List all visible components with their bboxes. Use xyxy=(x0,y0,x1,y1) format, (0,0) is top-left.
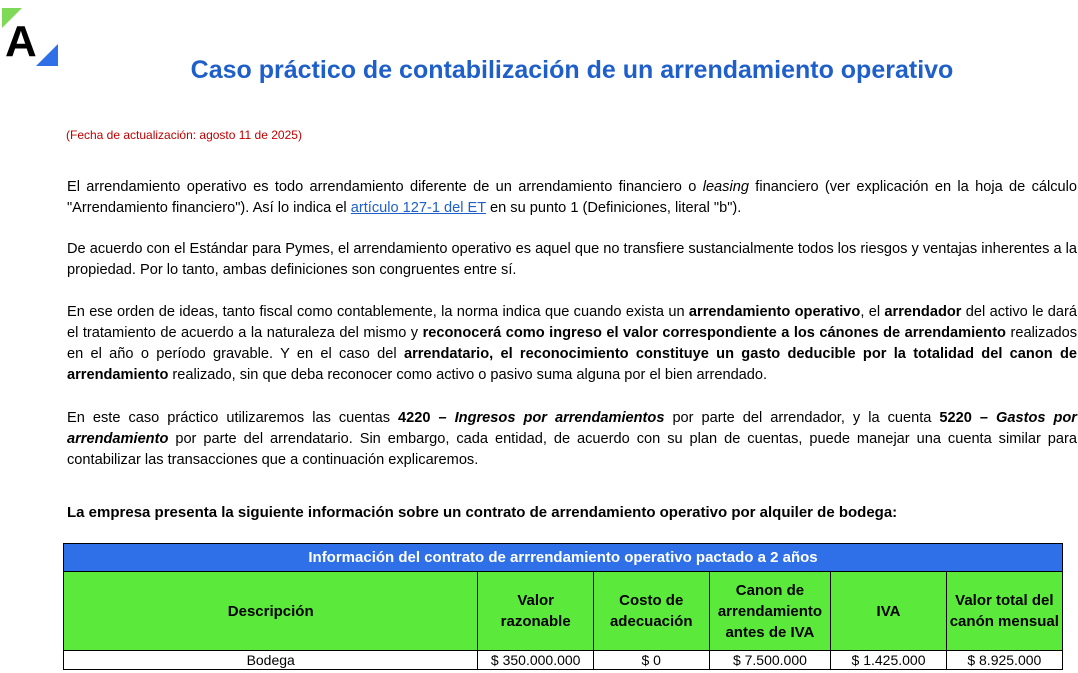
cell-total: $ 8.925.000 xyxy=(946,651,1062,670)
cell-valor-razonable: $ 350.000.000 xyxy=(478,651,594,670)
cell-descripcion: Bodega xyxy=(64,651,478,670)
paragraph-treatment: En ese orden de ideas, tanto fiscal como contablemente, la norma indica que cuando exista un arrendamiento operativo, el arrendador del activo le dará el tratamiento de acuerdo a la naturaleza del mismo y reconocerá como ingreso el valor correspondiente a los cánones de arrendamiento realizados en el año o período gravable. Y en el caso del arrendatario, el reconocimiento constituye un gasto deducible por la totalidad del canon de arrendamiento realizado, sin que deba reconocer como activo o pasivo suma alguna por el bien arrendado. xyxy=(67,304,1077,383)
header-canon: Canon de arrendamiento antes de IVA xyxy=(709,572,831,651)
cell-iva: $ 1.425.000 xyxy=(831,651,946,670)
article-127-1-link[interactable]: artículo 127-1 del ET xyxy=(350,200,486,216)
brand-logo xyxy=(2,8,58,68)
contract-intro: La empresa presenta la siguiente información sobre un contrato de arrendamiento operativo por alquiler de bodega: xyxy=(67,504,898,521)
header-total: Valor total del canón mensual xyxy=(946,572,1062,651)
table-title: Información del contrato de arrrendamiento operativo pactado a 2 años xyxy=(64,544,1063,572)
page-title: Caso práctico de contabilización de un arrendamiento operativo xyxy=(190,56,954,84)
paragraph-accounts: En este caso práctico utilizaremos las cuentas 4220 – Ingresos por arrendamientos por parte del arrendador, y la cuenta 5220 – Gastos por arrendamiento por parte del arrendatario. Sin embargo, cada entidad, de acuerdo con su plan de cuentas, puede manejar una cuenta similar para contabilizar las transacciones que a continuación explicaremos. xyxy=(67,410,1077,468)
header-valor-razonable: Valor razonable xyxy=(478,572,594,651)
cell-canon: $ 7.500.000 xyxy=(709,651,831,670)
header-costo-adecuacion: Costo de adecuación xyxy=(593,572,709,651)
paragraph-definition: El arrendamiento operativo es todo arrendamiento diferente de un arrendamiento financiero o leasing financiero (ver explicación en la hoja de cálculo "Arrendamiento financiero"). Así lo indica el artículo 127-1 del ET en su punto 1 (Definiciones, literal "b"). xyxy=(67,179,1078,216)
header-iva: IVA xyxy=(831,572,946,651)
header-descripcion: Descripción xyxy=(64,572,478,651)
logo-letter: A xyxy=(5,17,37,66)
update-date: (Fecha de actualización: agosto 11 de 2025) xyxy=(66,128,302,142)
table-row xyxy=(64,651,1063,670)
contract-info-table xyxy=(63,543,1063,670)
paragraph-pymes-standard: De acuerdo con el Estándar para Pymes, el arrendamiento operativo es aquel que no transfiere sustancialmente todos los riesgos y ventajas inherentes a la propiedad. Por lo tanto, ambas definiciones son congruentes entre sí. xyxy=(67,241,1077,278)
cell-costo-adecuacion: $ 0 xyxy=(593,651,709,670)
